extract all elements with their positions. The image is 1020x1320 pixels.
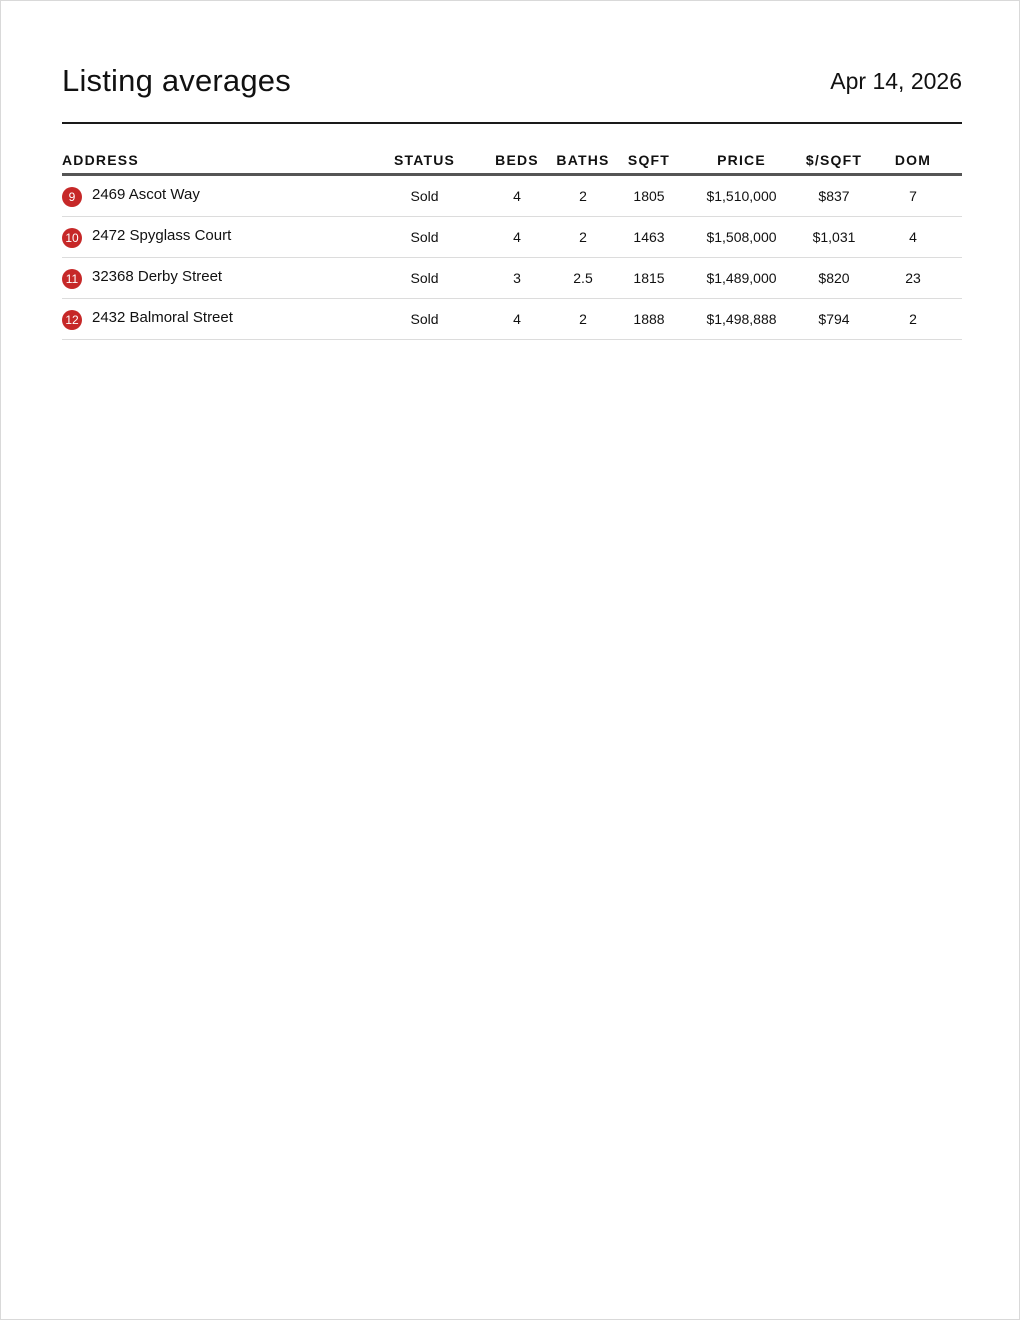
beds-cell: 4 xyxy=(487,299,547,340)
dom-cell: 7 xyxy=(864,175,962,217)
map-marker-badge: 10 xyxy=(62,228,82,248)
column-header-dom: DOM xyxy=(864,147,962,175)
column-header-sqft: SQFT xyxy=(619,147,679,175)
column-header-status: STATUS xyxy=(362,147,487,175)
price-cell: $1,508,000 xyxy=(679,217,804,258)
status-cell: Sold xyxy=(362,299,487,340)
column-header-baths: BATHS xyxy=(547,147,619,175)
price-cell: $1,510,000 xyxy=(679,175,804,217)
baths-cell: 2 xyxy=(547,175,619,217)
dom-cell: 23 xyxy=(864,258,962,299)
address-text: 2469 Ascot Way xyxy=(92,185,200,203)
listings-table xyxy=(62,147,962,340)
sqft-cell: 1805 xyxy=(619,175,679,217)
price-cell: $1,498,888 xyxy=(679,299,804,340)
table-row xyxy=(62,217,962,258)
address-text: 32368 Derby Street xyxy=(92,267,223,285)
column-header-beds: BEDS xyxy=(487,147,547,175)
map-marker-badge: 12 xyxy=(62,310,82,330)
dom-cell: 4 xyxy=(864,217,962,258)
page-title: Listing averages xyxy=(62,63,291,98)
address-wrapper xyxy=(62,184,362,204)
address-wrapper xyxy=(62,266,362,286)
map-marker-badge: 11 xyxy=(62,269,82,289)
price-per-sqft-cell: $1,031 xyxy=(804,217,864,258)
beds-cell: 3 xyxy=(487,258,547,299)
map-marker-badge: 9 xyxy=(62,187,82,207)
address-text: 2472 Spyglass Court xyxy=(92,226,232,244)
table-row xyxy=(62,299,962,340)
table-header xyxy=(62,147,962,175)
report-header xyxy=(62,59,962,105)
column-header-price: PRICE xyxy=(679,147,804,175)
address-text: 2432 Balmoral Street xyxy=(92,308,233,326)
baths-cell: 2 xyxy=(547,217,619,258)
baths-cell: 2.5 xyxy=(547,258,619,299)
address-cell xyxy=(62,175,362,217)
header-row xyxy=(62,147,962,175)
beds-cell: 4 xyxy=(487,175,547,217)
table-body xyxy=(62,175,962,340)
header-divider xyxy=(62,122,962,124)
column-header-price-per-sqft: $/SQFT xyxy=(804,147,864,175)
status-cell: Sold xyxy=(362,175,487,217)
status-cell: Sold xyxy=(362,258,487,299)
sqft-cell: 1888 xyxy=(619,299,679,340)
price-per-sqft-cell: $794 xyxy=(804,299,864,340)
table-row xyxy=(62,258,962,299)
price-cell: $1,489,000 xyxy=(679,258,804,299)
sqft-cell: 1815 xyxy=(619,258,679,299)
beds-cell: 4 xyxy=(487,217,547,258)
address-wrapper xyxy=(62,225,362,245)
address-cell xyxy=(62,217,362,258)
dom-cell: 2 xyxy=(864,299,962,340)
price-per-sqft-cell: $837 xyxy=(804,175,864,217)
address-cell xyxy=(62,299,362,340)
report-date: Apr 14, 2026 xyxy=(830,68,962,94)
baths-cell: 2 xyxy=(547,299,619,340)
price-per-sqft-cell: $820 xyxy=(804,258,864,299)
table-row xyxy=(62,175,962,217)
status-cell: Sold xyxy=(362,217,487,258)
address-wrapper xyxy=(62,307,362,327)
address-cell xyxy=(62,258,362,299)
sqft-cell: 1463 xyxy=(619,217,679,258)
column-header-address: ADDRESS xyxy=(62,147,362,175)
